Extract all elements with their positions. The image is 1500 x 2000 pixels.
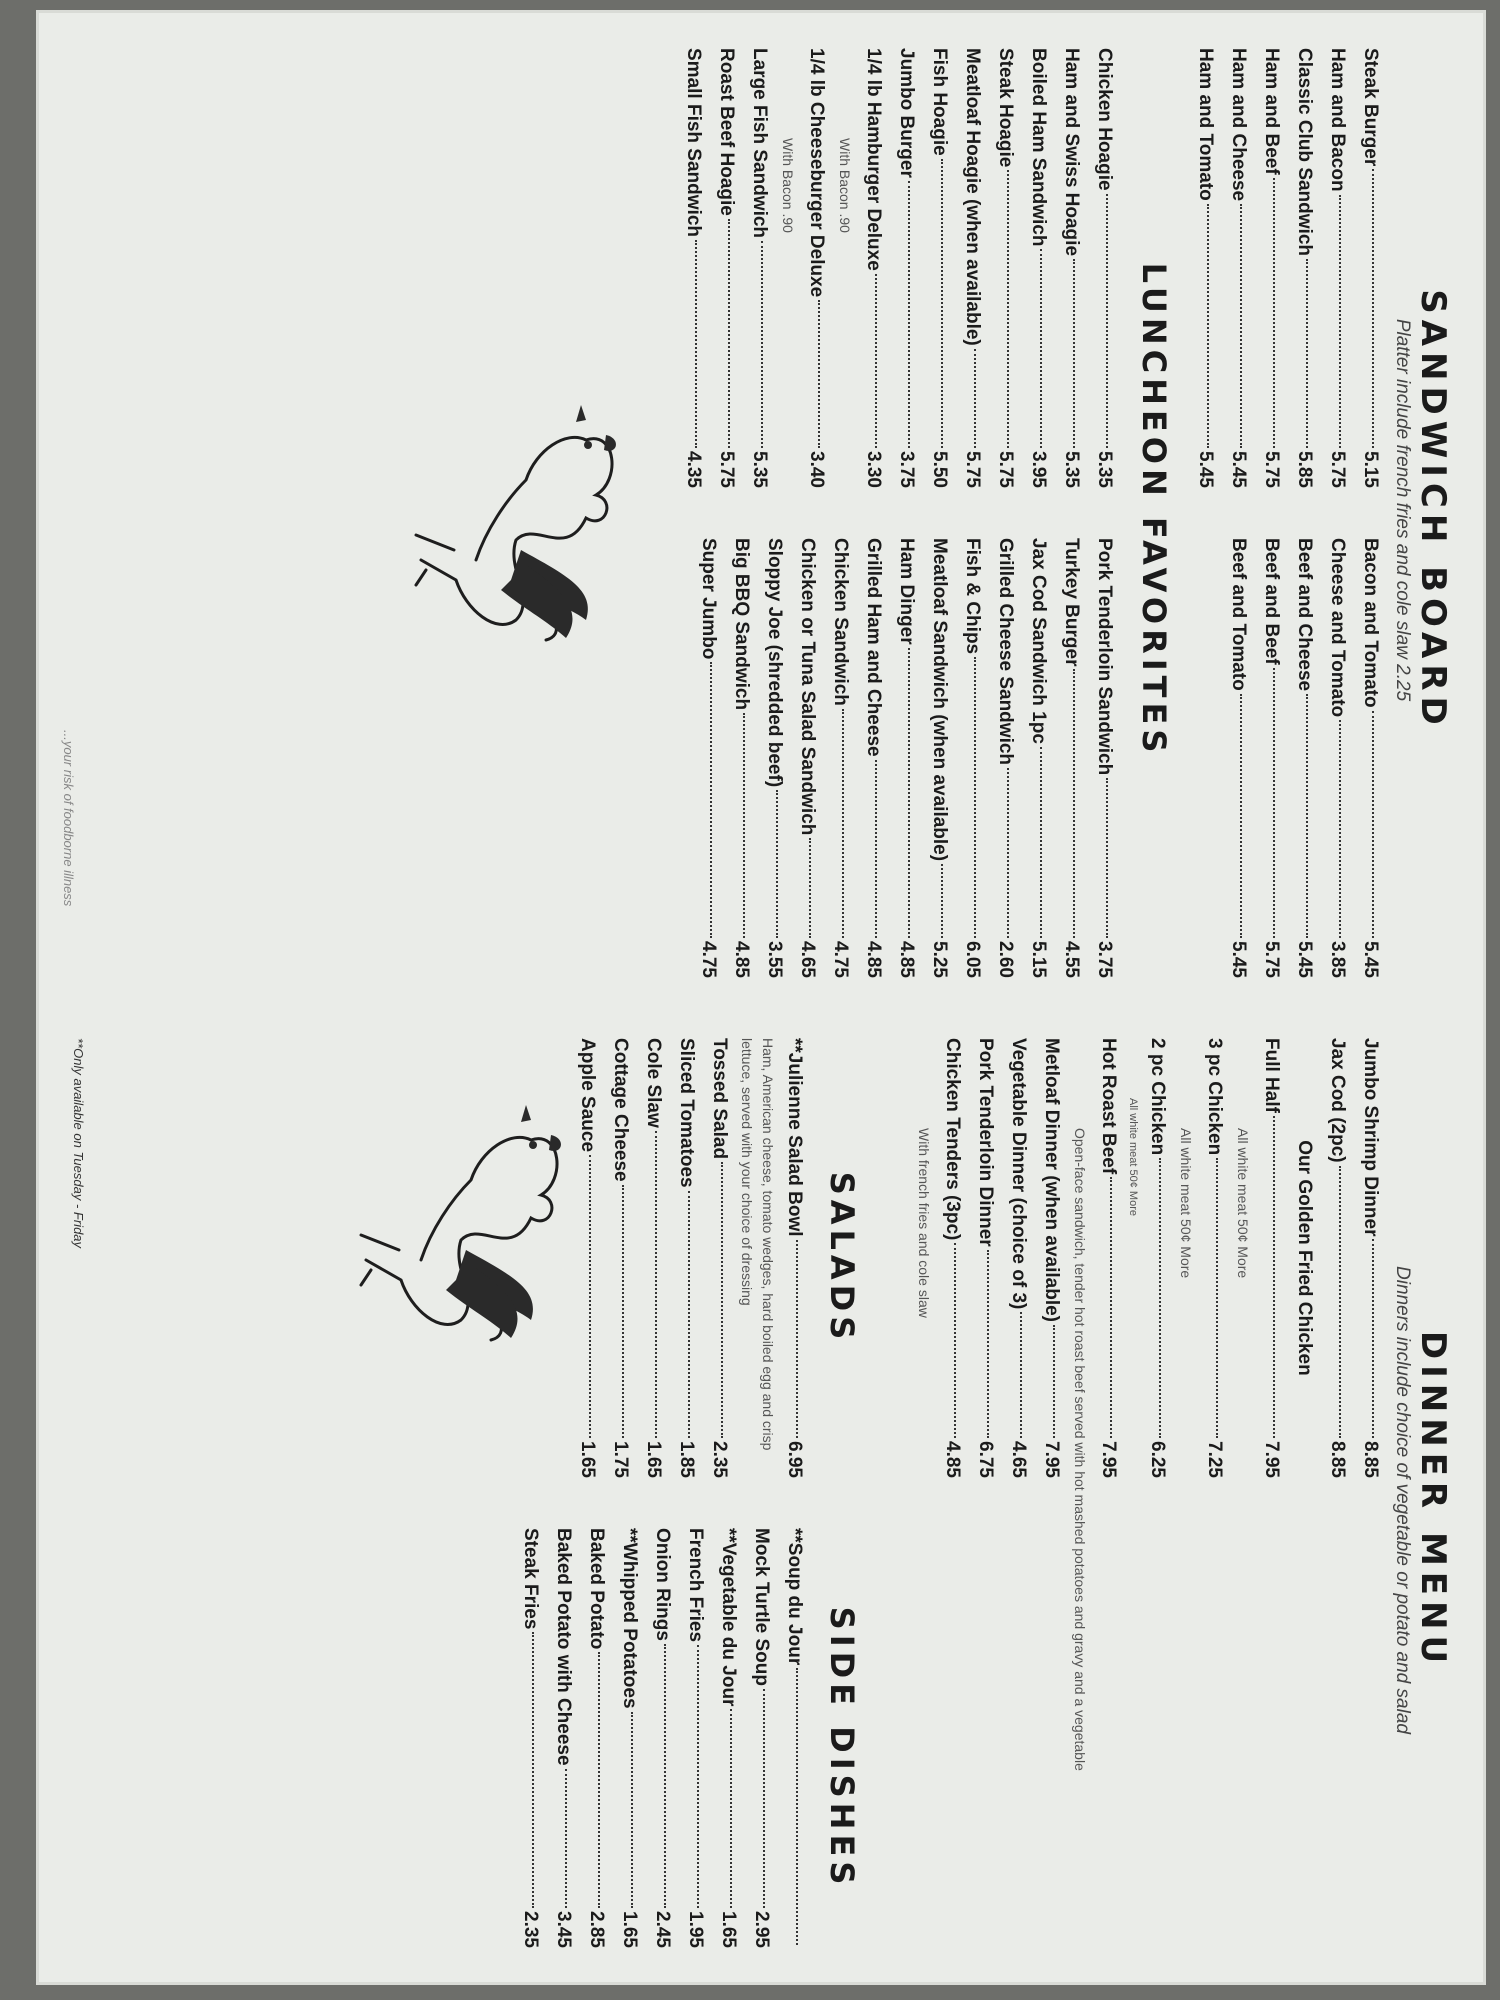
menu-sheet [36,10,1486,1985]
menu-item-name: Beef and Tomato [1228,538,1249,691]
dot-leader [1273,1116,1275,1438]
menu-note-small: All white meat 50¢ More [1127,1098,1139,1216]
menu-item-price: 4.75 [698,941,719,978]
menu-item-name: French Fries [685,1528,706,1643]
dot-leader [875,760,877,938]
menu-item-name: Ham and Beef [1261,48,1282,175]
menu-item [989,538,1022,978]
menu-item [1354,538,1387,978]
menu-item-name: Pork Tenderloin Sandwich [1094,538,1115,776]
menu-item [1222,48,1255,488]
menu-item-price: 5.75 [1327,451,1348,488]
menu-item-name: Bacon and Tomato [1360,538,1381,708]
menu-item [800,48,833,488]
menu-note: All white meat 50¢ More [1178,1128,1194,1279]
menu-item-price: 5.75 [995,451,1016,488]
menu-item-price: 4.85 [863,941,884,978]
menu-item [514,1528,547,1948]
menu-item-price: 5.45 [1195,451,1216,488]
menu-item [890,538,923,978]
menu-item [857,538,890,978]
menu-item-name: **Julienne Salad Bowl [784,1038,805,1237]
dot-leader [875,274,877,448]
menu-rotated-content [51,30,1471,1980]
menu-note: All white meat 50¢ More [1235,1128,1251,1279]
menu-item [1321,48,1354,488]
menu-item [1002,1038,1035,1478]
menu-item-name: Ham and Bacon [1327,48,1348,192]
dot-leader [743,713,745,938]
menu-item [547,1528,580,1948]
menu-item-name: Ham and Swiss Hoagie [1061,48,1082,257]
menu-item-price: 5.45 [1228,451,1249,488]
dot-leader [842,709,844,938]
menu-item-price: 1.85 [676,1441,697,1478]
menu-item [580,1528,613,1948]
dot-leader [565,1769,567,1908]
dot-leader [622,1185,624,1438]
sandwich-board-subtitle: Platter include french fries and cole slaw 2.25 [1392,318,1413,702]
menu-item [710,48,743,488]
menu-item [758,538,791,978]
menu-item [725,538,758,978]
menu-item [1255,48,1288,488]
menu-item-price: 7.95 [1041,1441,1062,1478]
menu-item-price: 1.75 [610,1441,631,1478]
menu-item-price: 1.65 [577,1441,598,1478]
menu-item-name: Classic Club Sandwich [1294,48,1315,256]
menu-item [1092,1038,1125,1478]
menu-item-name: Jumbo Shrimp Dinner [1360,1038,1381,1237]
menu-item-name: Roast Beef Hoagie [716,48,737,216]
menu-item-name: Large Fish Sandwich [749,48,770,239]
menu-item-name: Small Fish Sandwich [683,48,704,237]
menu-item-price: 5.15 [1028,941,1049,978]
menu-item-price: 3.55 [764,941,785,978]
menu-item-name: Boiled Ham Sandwich [1028,48,1049,247]
dot-leader [1306,694,1308,938]
menu-item-price: 4.65 [797,941,818,978]
dot-leader [1007,170,1009,448]
menu-note: With Bacon .90 [780,138,796,233]
menu-item [1198,1038,1231,1478]
menu-item [1255,1038,1288,1478]
menu-item-name: Mock Turtle Soup [751,1528,772,1686]
rooster-icon [341,1100,571,1350]
menu-item-name: Chicken Tenders (3pc) [942,1038,963,1241]
menu-item-name: Meatloaf Sandwich (when available) [929,538,950,862]
dot-leader [1339,720,1341,938]
menu-item [791,538,824,978]
menu-item-name: Sliced Tomatoes [676,1038,697,1188]
dot-leader [631,1712,633,1909]
menu-note: Open-face sandwich, tender hot roast beef served with hot mashed potatoes and gravy and a vegetable [1072,1128,1088,1771]
menu-item [1189,48,1222,488]
menu-item-price: 2.85 [586,1911,607,1948]
menu-item-price: 3.75 [896,451,917,488]
menu-item-name: Beef and Beef [1261,538,1282,665]
dot-leader [688,1191,690,1438]
menu-item [1255,538,1288,978]
menu-item-name: Meatloaf Hoagie (when available) [962,48,983,346]
menu-item [1035,1038,1068,1478]
dot-leader [589,1155,591,1438]
menu-item-price: 3.45 [553,1911,574,1948]
menu-item [604,1038,637,1478]
menu-item-price: 3.85 [1327,941,1348,978]
dot-leader [796,1668,798,1945]
menu-item-price: 5.75 [716,451,737,488]
menu-item [923,48,956,488]
menu-item-price: 6.75 [975,1441,996,1478]
menu-item [969,1038,1002,1478]
menu-item-price: 5.35 [1061,451,1082,488]
menu-item-price: 3.75 [1094,941,1115,978]
dot-leader [730,1709,732,1908]
menu-item-name: Grilled Ham and Cheese [863,538,884,757]
menu-item [1288,538,1321,978]
dot-leader [908,648,910,938]
menu-item-name: Fish & Chips [962,538,983,655]
menu-item-name: Jumbo Burger [896,48,917,178]
menu-item-name: Steak Burger [1360,48,1381,167]
menu-item [956,538,989,978]
menu-item-description: Ham, American cheese, tomato wedges, hard boiled egg and crisp [760,1038,776,1451]
sandwich-board-col-right [1222,538,1387,978]
dot-leader [1040,747,1042,938]
menu-item [989,48,1022,488]
dot-leader [1106,194,1108,448]
dot-leader [974,657,976,938]
dot-leader [1053,1325,1055,1438]
dot-leader [532,1632,534,1908]
dot-leader [1073,259,1075,448]
luncheon-col-right [692,538,1121,978]
menu-item-name: Super Jumbo [698,538,719,660]
menu-item-name: Full Half [1261,1038,1282,1113]
dot-leader [721,1162,723,1438]
menu-item [1022,48,1055,488]
luncheon-col-left [677,48,1121,488]
menu-item-price: 7.25 [1204,1441,1225,1478]
menu-item [1321,1038,1354,1478]
menu-item [890,48,923,488]
menu-item [646,1528,679,1948]
menu-item-name: Chicken Hoagie [1094,48,1115,191]
menu-item-name: Cole Slaw [643,1038,664,1128]
menu-item-price: 5.45 [1228,941,1249,978]
dot-leader [1273,668,1275,938]
menu-item-name: Ham and Tomato [1195,48,1216,201]
dot-leader [818,300,820,448]
sandwich-board-col-left [1189,48,1387,488]
menu-item-description: lettuce, served with your choice of dressing [739,1038,755,1306]
dot-leader [941,864,943,938]
menu-item-name: Steak Hoagie [995,48,1016,168]
menu-item-price: 6.05 [962,941,983,978]
menu-item-price: 4.85 [896,941,917,978]
menu-item [1088,48,1121,488]
menu-item [1321,538,1354,978]
menu-item [712,1528,745,1948]
menu-item-price: 5.35 [1094,451,1115,488]
menu-item [677,48,710,488]
menu-item [857,48,890,488]
left-page [51,30,1471,990]
menu-item [703,1038,736,1478]
menu-item [637,1038,670,1478]
menu-item-price: 5.75 [962,451,983,488]
dot-leader [728,219,730,448]
menu-item [743,48,776,488]
side-dishes-title: SIDE DISHES [823,1606,861,1890]
footnote: **Only available on Tuesday - Friday [71,1038,86,1249]
menu-item [778,1528,811,1948]
menu-item-price: 7.95 [1261,1441,1282,1478]
dot-leader [1040,249,1042,448]
menu-item-name: Turkey Burger [1061,538,1082,667]
menu-item [745,1528,778,1948]
subsection-heading: Our Golden Fried Chicken [1294,1140,1315,1376]
menu-item-price: 5.75 [1261,451,1282,488]
menu-item-name: Apple Sauce [577,1038,598,1153]
menu-item-price: 1.95 [685,1911,706,1948]
dot-leader [761,241,763,448]
menu-item-price: 2.95 [751,1911,772,1948]
menu-item-name: Chicken or Tuna Salad Sandwich [797,538,818,836]
dinner-subtitle: Dinners include choice of vegetable or potato and salad [1392,1266,1413,1734]
menu-item-name: **Whipped Potatoes [619,1528,640,1709]
dot-leader [1372,169,1374,448]
menu-item-name: Chicken Sandwich [830,538,851,706]
dot-leader [776,790,778,938]
menu-item-price: 5.45 [1360,941,1381,978]
menu-item-price: 4.85 [942,1441,963,1478]
menu-item-name: Baked Potato [586,1528,607,1650]
menu-item-name: Metloaf Dinner (when available) [1041,1038,1062,1322]
menu-item [1354,1038,1387,1478]
menu-item-name: Tossed Salad [709,1038,730,1160]
dot-leader [1110,1177,1112,1438]
menu-item-price: 4.55 [1061,941,1082,978]
menu-item-price: 1.65 [718,1911,739,1948]
menu-item-name: Onion Rings [652,1528,673,1641]
menu-item-price: 4.75 [830,941,851,978]
dot-leader [941,159,943,448]
dot-leader [796,1240,798,1439]
dot-leader [1216,1158,1218,1438]
menu-item-price: 5.15 [1360,451,1381,488]
menu-item [571,1038,604,1478]
menu-item-name: Hot Roast Beef [1098,1038,1119,1175]
menu-item-price: 3.30 [863,451,884,488]
menu-item-price: 8.85 [1327,1441,1348,1478]
rooster-icon [396,400,626,650]
menu-item [1288,48,1321,488]
menu-item-price: 7.95 [1098,1441,1119,1478]
dot-leader [954,1243,956,1438]
menu-item-name: 3 pc Chicken [1204,1038,1225,1156]
dot-leader [908,181,910,448]
menu-item-name: Jax Cod Sandwich 1pc [1028,538,1049,744]
dot-leader [809,838,811,938]
menu-item-name: 1/4 lb Cheeseburger Deluxe [806,48,827,298]
menu-item [936,1038,969,1478]
salads-col [571,1038,811,1478]
dot-leader [987,1250,989,1438]
dot-leader [1007,768,1009,938]
menu-item-name: 1/4 lb Hamburger Deluxe [863,48,884,271]
dot-leader [1020,1312,1022,1438]
dot-leader [1240,694,1242,938]
menu-item-name: Vegetable Dinner (choice of 3) [1008,1038,1029,1310]
menu-item-name: Jax Cod (2pc) [1327,1038,1348,1163]
dot-leader [1273,178,1275,448]
menu-note: With Bacon .90 [837,138,853,233]
menu-item-price: 4.65 [1008,1441,1029,1478]
menu-item-name: 2 pc Chicken [1147,1038,1168,1156]
menu-item-price: 3.95 [1028,451,1049,488]
menu-item-name: **Vegetable du Jour [718,1528,739,1707]
luncheon-title: LUNCHEON FAVORITES [1135,262,1173,758]
menu-item [679,1528,712,1948]
menu-item-price: 2.45 [652,1911,673,1948]
menu-item-name: Pork Tenderloin Dinner [975,1038,996,1247]
menu-item [824,538,857,978]
dot-leader [1372,711,1374,938]
menu-item-name: Baked Potato with Cheese [553,1528,574,1766]
menu-item-price: 2.35 [520,1911,541,1948]
menu-item [1354,48,1387,488]
dot-leader [1372,1239,1374,1438]
dot-leader [655,1131,657,1438]
menu-item-price: 2.60 [995,941,1016,978]
menu-item-name: Ham Dinger [896,538,917,645]
menu-item [778,1038,811,1478]
dot-leader [1339,195,1341,448]
menu-item-name: Steak Fries [520,1528,541,1630]
dot-leader [664,1644,666,1908]
menu-item-name: Ham and Cheese [1228,48,1249,202]
menu-item-name: Big BBQ Sandwich [731,538,752,711]
dot-leader [697,1645,699,1908]
salads-title: SALADS [823,1171,861,1345]
menu-item [1088,538,1121,978]
dot-leader [1339,1166,1341,1438]
menu-item [692,538,725,978]
dot-leader [1159,1158,1161,1438]
menu-note: With french fries and cole slaw [916,1128,932,1318]
menu-item-price: 8.85 [1360,1441,1381,1478]
menu-item-price: 5.75 [1261,941,1282,978]
menu-item [956,48,989,488]
menu-item-name: Cheese and Tomato [1327,538,1348,718]
menu-item-price: 6.95 [784,1441,805,1478]
dot-leader [1306,259,1308,448]
menu-item-price: 4.85 [731,941,752,978]
menu-item-name: Cottage Cheese [610,1038,631,1182]
dot-leader [974,349,976,448]
menu-item-price: 6.25 [1147,1441,1168,1478]
menu-item-price: 5.25 [929,941,950,978]
menu-item-name: Beef and Cheese [1294,538,1315,692]
menu-item-price: 3.40 [806,451,827,488]
dot-leader [1073,669,1075,938]
right-page [51,1020,1471,1980]
dinner-col [912,1038,1387,1771]
menu-item-name: Grilled Cheese Sandwich [995,538,1016,766]
dinner-title: DINNER MENU [1413,1330,1453,1670]
menu-item [1055,48,1088,488]
menu-item-price: 1.65 [619,1911,640,1948]
menu-item [1022,538,1055,978]
menu-item [1222,538,1255,978]
faint-disclaimer: ...your risk of foodborne illness [61,730,76,907]
dot-leader [1106,778,1108,938]
menu-item [923,538,956,978]
menu-item-price: 2.35 [709,1441,730,1478]
menu-item-name: Fish Hoagie [929,48,950,156]
dot-leader [710,662,712,938]
sides-col [514,1528,811,1948]
menu-item-price: 1.65 [643,1441,664,1478]
menu-item [1141,1038,1174,1478]
menu-item-price: 5.45 [1294,941,1315,978]
menu-item-price: 5.35 [749,451,770,488]
menu-item-name: **Soup du Jour [784,1528,805,1666]
menu-item-price: 5.85 [1294,451,1315,488]
dot-leader [695,240,697,448]
dot-leader [598,1652,600,1908]
dot-leader [1240,204,1242,448]
menu-item-price: 5.50 [929,451,950,488]
dot-leader [763,1689,765,1908]
menu-item-price: 4.35 [683,451,704,488]
menu-item [613,1528,646,1948]
menu-item-name: Sloppy Joe (shredded beef) [764,538,785,788]
sandwich-board-title: SANDWICH BOARD [1413,289,1453,731]
menu-item [670,1038,703,1478]
dot-leader [1207,204,1209,448]
menu-item [1055,538,1088,978]
